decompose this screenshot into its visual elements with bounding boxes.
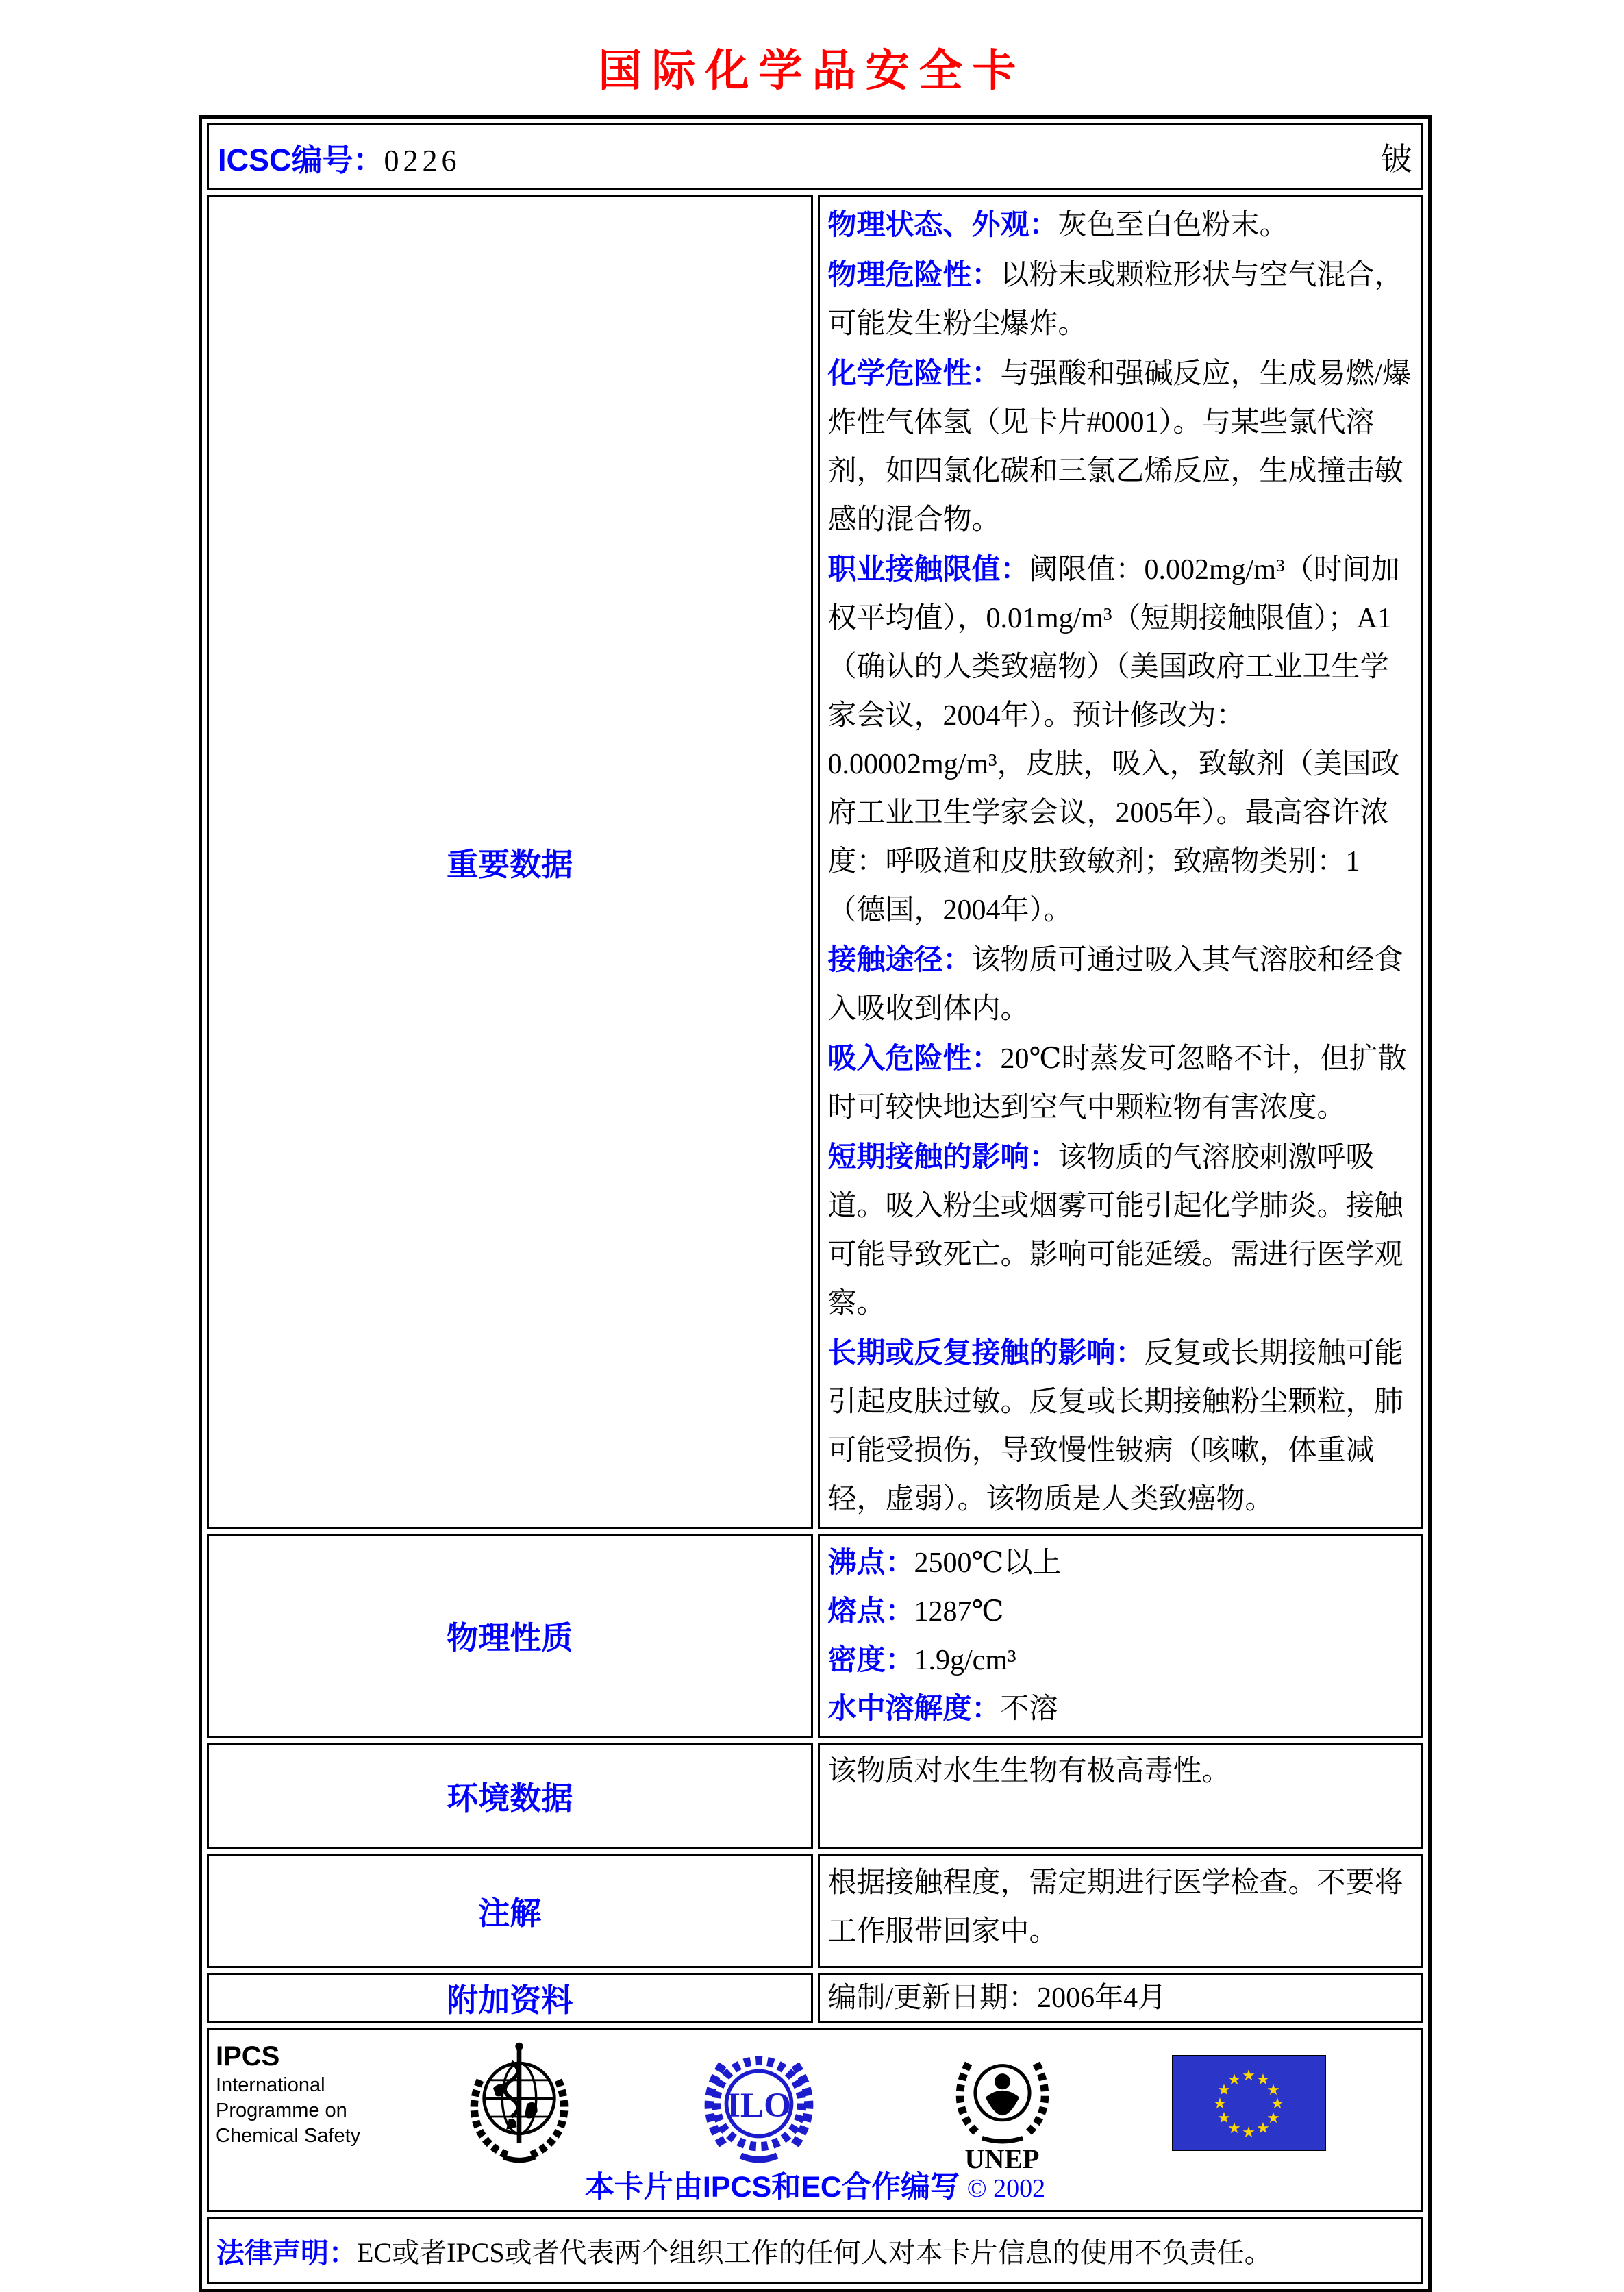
item-label: 水中溶解度：	[827, 1692, 1001, 1724]
important-item	[828, 1328, 1414, 1524]
item-label: 物理危险性：	[827, 258, 1001, 290]
important-item	[828, 250, 1414, 349]
svg-text:★: ★	[1256, 2071, 1270, 2089]
important-item	[828, 935, 1414, 1034]
item-label: 化学危险性：	[827, 357, 1001, 389]
logos-row	[207, 2028, 1423, 2212]
header-row	[207, 123, 1423, 190]
svg-text:★: ★	[1217, 2110, 1231, 2127]
ipcs-text-block	[216, 2040, 360, 2149]
environment-text: 该物质对水生生物有极高毒性。	[827, 1756, 1231, 1787]
item-label: 短期接触的影响：	[827, 1141, 1058, 1173]
unep-word: UNEP	[964, 2143, 1040, 2174]
ipcs-line: International	[216, 2074, 325, 2096]
item-label: 物理状态、外观：	[827, 208, 1058, 240]
svg-text:★: ★	[1227, 2120, 1241, 2137]
physical-item	[828, 1636, 1414, 1684]
notes-text: 根据接触程度，需定期进行医学检查。不要将工作服带回家中。	[827, 1867, 1403, 1947]
item-text: 20℃时蒸发可忽略不计，但扩散时可较快地达到空气中颗粒物有害浓度。	[827, 1043, 1407, 1123]
svg-text:★: ★	[1217, 2082, 1231, 2099]
environmental-data-content	[818, 1743, 1424, 1849]
physical-item	[828, 1684, 1414, 1733]
item-label: 长期或反复接触的影响：	[827, 1336, 1145, 1369]
item-label: 职业接触限值：	[827, 553, 1029, 585]
ipcs-acronym: IPCS	[216, 2041, 280, 2071]
legal-row	[207, 2217, 1423, 2284]
additional-info-content	[818, 1973, 1424, 2023]
ipcs-line: Chemical Safety	[216, 2125, 361, 2147]
item-text: 反复或长期接触可能引起皮肤过敏。反复或长期接触粉尘颗粒，肺可能受损伤，导致慢性铍病（咳嗽，体重减轻，虚弱）。该物质是人类致癌物。	[827, 1338, 1403, 1515]
item-label: 接触途径：	[827, 943, 972, 975]
copyright-text: © 2002	[966, 2174, 1046, 2203]
safety-card-table	[199, 115, 1432, 2292]
physical-properties-row	[207, 1534, 1423, 1738]
notes-row-label: 注解	[207, 1854, 813, 1968]
important-item	[828, 545, 1414, 935]
important-item	[828, 1034, 1414, 1132]
icsc-number-value: 0226	[384, 143, 461, 177]
ilo-logo-icon	[694, 2039, 824, 2172]
environmental-data-row-label: 环境数据	[207, 1743, 813, 1849]
important-data-content	[818, 195, 1424, 1529]
item-label: 沸点：	[827, 1546, 914, 1578]
substance-name: 铍	[1381, 142, 1412, 177]
unep-logo-icon	[937, 2039, 1067, 2173]
page-title: 国际化学品安全卡	[598, 47, 1026, 95]
important-data-row	[207, 195, 1423, 1529]
important-data-row-label: 重要数据	[207, 195, 813, 1529]
svg-text:★: ★	[1242, 2124, 1256, 2141]
physical-properties-row-label: 物理性质	[207, 1534, 813, 1738]
svg-text:★: ★	[1213, 2095, 1227, 2113]
ipcs-line: Programme on	[216, 2100, 347, 2121]
item-text: 该物质的气溶胶刺激呼吸道。吸入粉尘或烟雾可能引起化学肺炎。接触可能导致死亡。影响可能延缓。需进行医学观察。	[827, 1142, 1403, 1319]
svg-text:★: ★	[1271, 2095, 1284, 2113]
who-logo-icon	[454, 2039, 584, 2172]
item-text: 灰色至白色粉末。	[1058, 210, 1288, 241]
item-text: 以粉末或颗粒形状与空气混合，可能发生粉尘爆炸。	[827, 260, 1403, 340]
legal-cell	[207, 2217, 1423, 2284]
item-text: 2500℃以上	[914, 1547, 1062, 1579]
item-text: 1287℃	[914, 1596, 1004, 1628]
important-item	[828, 1132, 1414, 1328]
physical-properties-content	[818, 1534, 1424, 1738]
item-text: 该物质可通过吸入其气溶胶和经食入吸收到体内。	[827, 945, 1403, 1025]
icsc-number-label: ICSC编号：	[218, 142, 384, 177]
ilo-letters: ILO	[726, 2086, 792, 2125]
item-label: 密度：	[827, 1643, 914, 1676]
item-label: 熔点：	[827, 1595, 914, 1627]
important-item	[828, 349, 1414, 545]
legal-text: EC或者IPCS或者代表两个组织工作的任何人对本卡片信息的使用不负责任。	[357, 2237, 1272, 2268]
icsc-number	[218, 135, 461, 179]
svg-text:★: ★	[1266, 2082, 1280, 2099]
header-cell	[207, 123, 1423, 190]
important-item	[828, 200, 1414, 250]
item-text: 与强酸和强碱反应，生成易燃/爆炸性气体氢（见卡片#0001）。与某些氯代溶剂，如四氯化碳和三氯乙烯反应，生成撞击敏感的混合物。	[827, 358, 1412, 536]
environmental-data-row	[207, 1743, 1423, 1849]
physical-item	[828, 1539, 1414, 1587]
eu-flag-icon	[1172, 2055, 1326, 2154]
item-label: 吸入危险性：	[827, 1042, 1001, 1074]
logos-cell	[207, 2028, 1423, 2212]
item-text: 1.9g/cm³	[914, 1645, 1016, 1676]
svg-text:★: ★	[1266, 2110, 1280, 2127]
notes-row	[207, 1854, 1423, 1968]
physical-item	[828, 1587, 1414, 1636]
cooperation-caption	[209, 2164, 1421, 2206]
svg-text:★: ★	[1256, 2120, 1270, 2137]
item-text: 不溶	[1000, 1693, 1058, 1725]
svg-text:★: ★	[1227, 2071, 1241, 2089]
cooperation-caption-text: 本卡片由IPCS和EC合作编写	[584, 2171, 960, 2204]
additional-info-text: 编制/更新日期：2006年4月	[827, 1982, 1167, 2014]
svg-text:★: ★	[1242, 2067, 1256, 2084]
item-text: 阈限值：0.002mg/m³（时间加权平均值），0.01mg/m³（短期接触限值）；A1（确认的人类致癌物）（美国政府工业卫生学家会议，2004年）。预计修改为：0.00002mg/m³，皮肤，吸入，致敏剂（美国政府工业卫生学家会议，2005年）。最高容许浓度：呼吸道和皮肤致敏剂；致癌物类别：1（德国，2004年）。	[827, 554, 1400, 926]
additional-info-row-label: 附加资料	[207, 1973, 813, 2023]
notes-content	[818, 1854, 1424, 1968]
additional-info-row	[207, 1973, 1423, 2023]
legal-label: 法律声明：	[216, 2237, 357, 2269]
